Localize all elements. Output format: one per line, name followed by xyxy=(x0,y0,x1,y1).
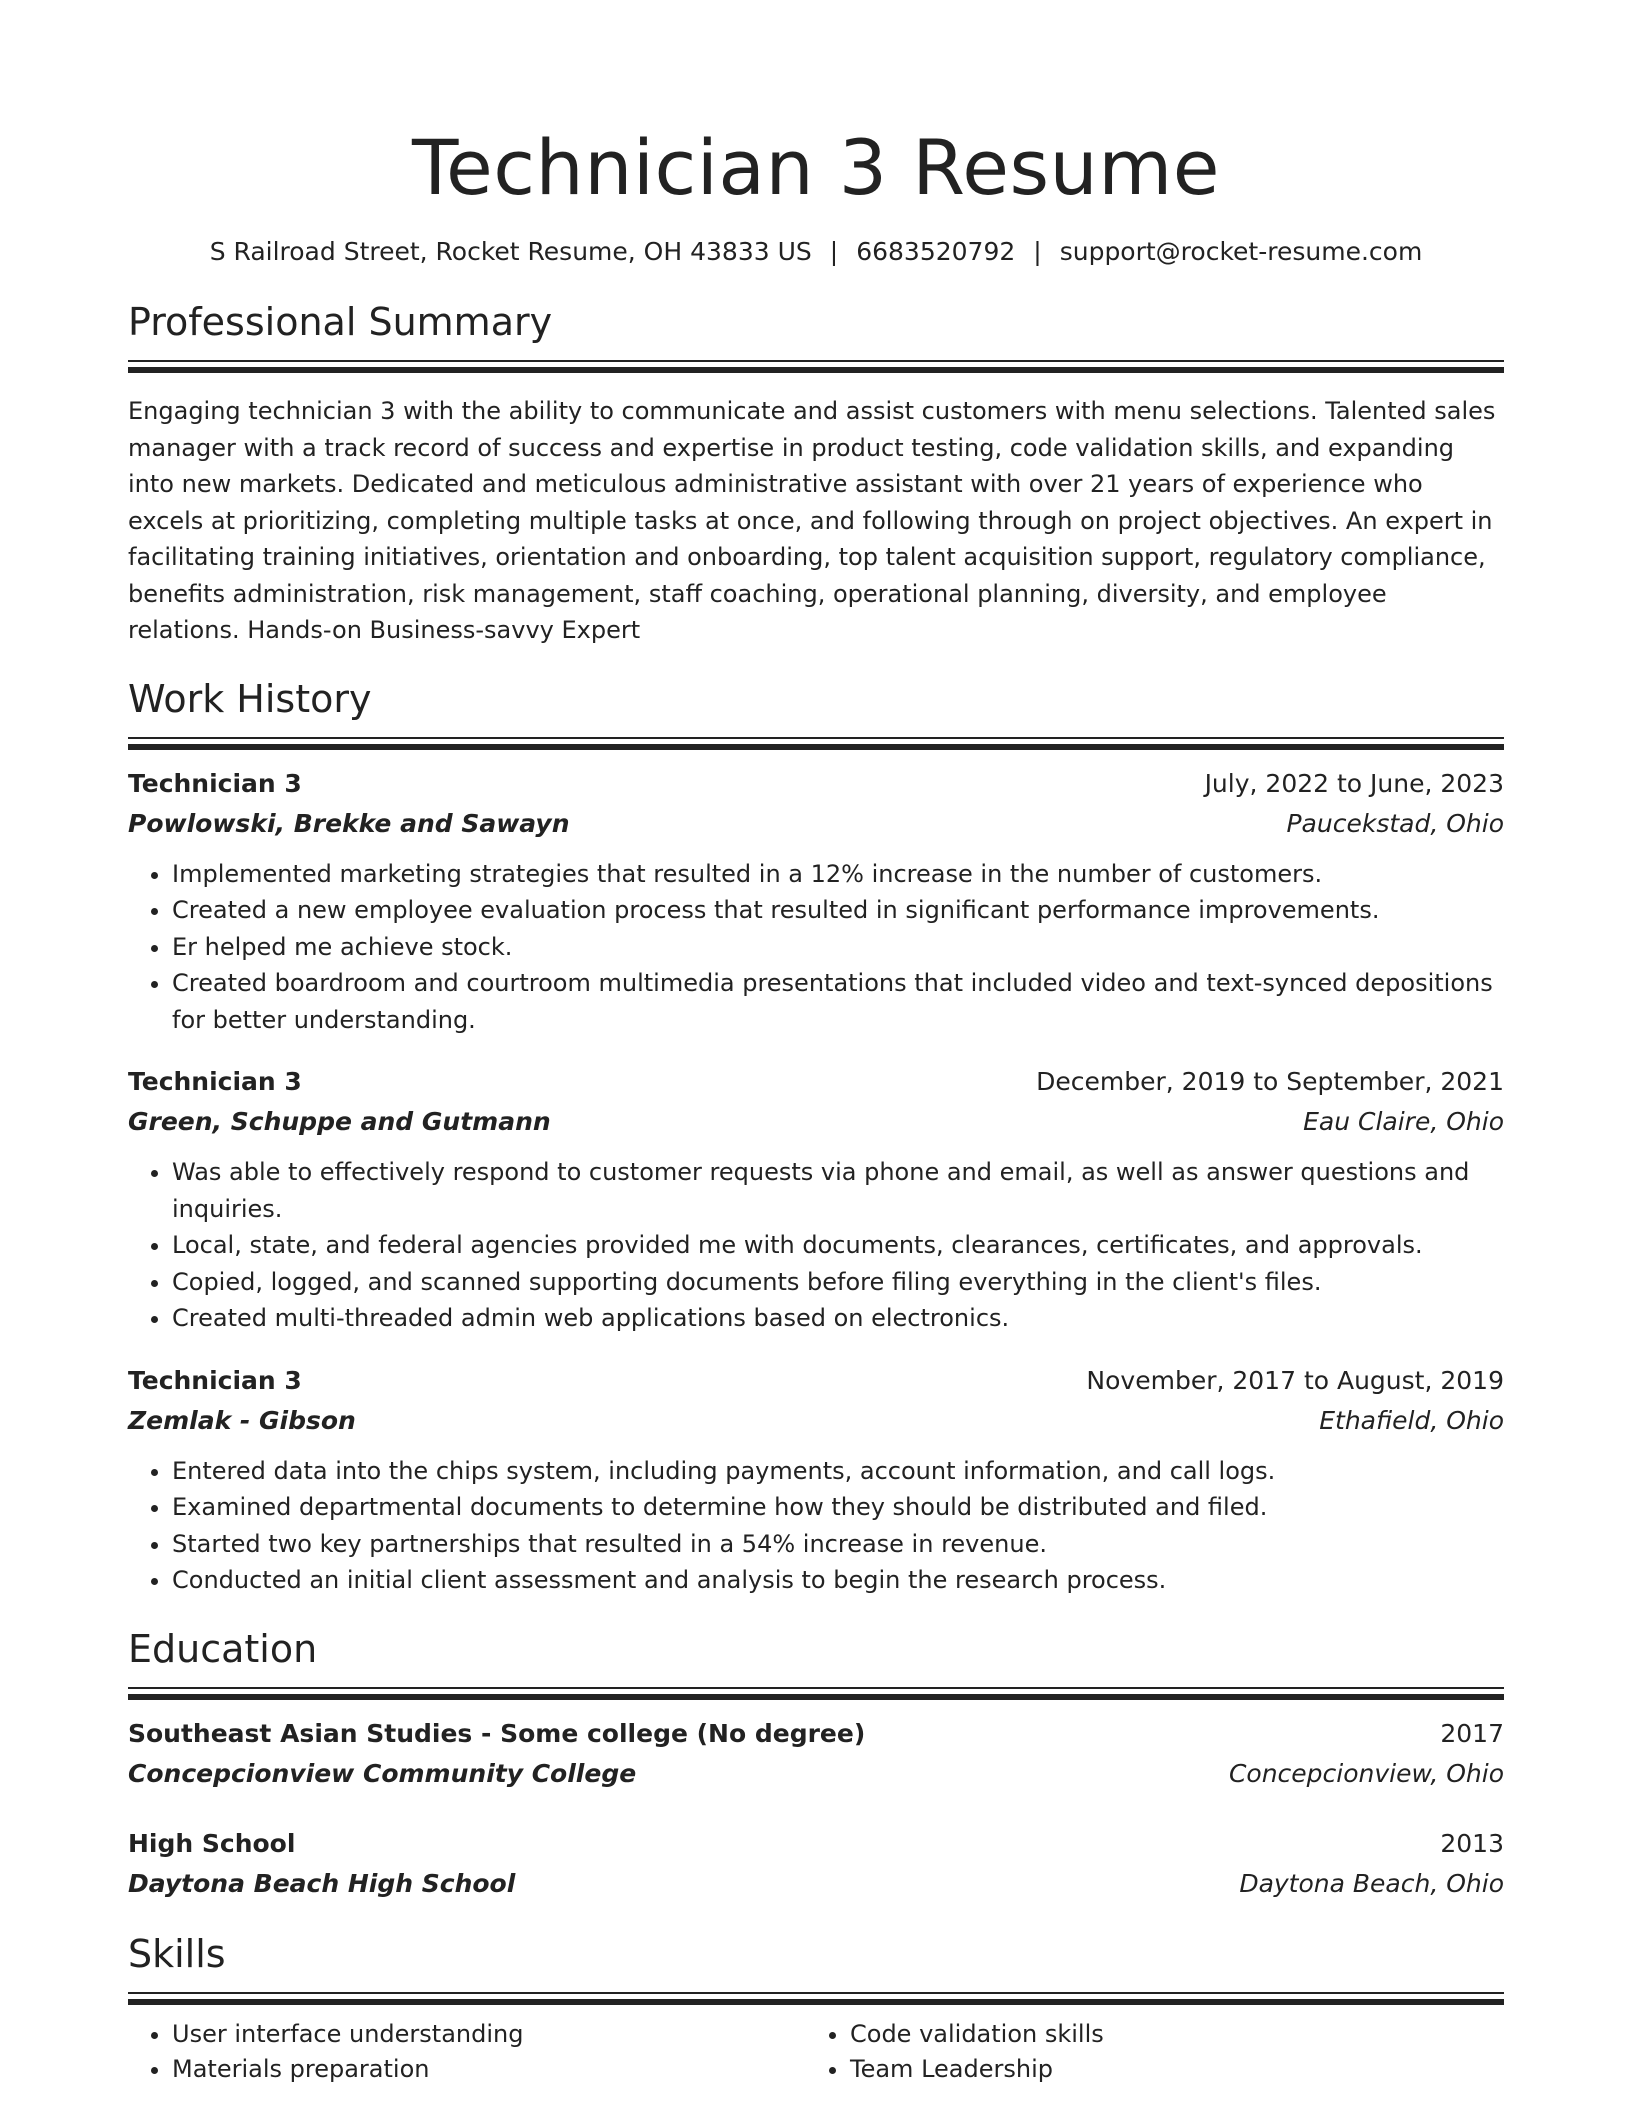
job-title: Technician 3 xyxy=(128,1067,302,1096)
skill-item: • User interface understanding xyxy=(172,2017,806,2052)
job-bullet: • Created multi-threaded admin web applications based on electronics. xyxy=(172,1300,1504,1337)
job-header xyxy=(128,1361,1504,1401)
job-bullets xyxy=(128,1154,1504,1337)
job-bullet: • Created a new employee evaluation process that resulted in significant performance improvements. xyxy=(172,892,1504,929)
education-subheader xyxy=(128,1864,1504,1904)
job-title: Technician 3 xyxy=(128,768,302,798)
job-bullet: • Local, state, and federal agencies provided me with documents, clearances, certificates, and approvals. xyxy=(172,1227,1504,1264)
education-section xyxy=(128,1625,1504,1904)
job-bullets xyxy=(128,1453,1504,1599)
job-company: Zemlak - Gibson xyxy=(128,1405,356,1435)
contact-separator: | xyxy=(1033,237,1042,266)
job-subheader xyxy=(128,804,1504,844)
job-bullet: • Examined departmental documents to determine how they should be distributed and filed. xyxy=(172,1489,1504,1526)
job-bullet: • Entered data into the chips system, including payments, account information, and call logs. xyxy=(172,1453,1504,1490)
job-location: Ethafield, Ohio xyxy=(1319,1405,1504,1435)
education-subheader xyxy=(128,1754,1504,1794)
section-divider xyxy=(128,1992,1504,2005)
job-bullet: • Conducted an initial client assessment and analysis to begin the research process. xyxy=(172,1562,1504,1599)
skills-list xyxy=(128,2017,806,2087)
contact-address: S Railroad Street, Rocket Resume, OH 43833 US xyxy=(209,237,812,266)
job-bullet: • Implemented marketing strategies that resulted in a 12% increase in the number of customers. xyxy=(172,856,1504,893)
job-entry xyxy=(128,764,1504,1039)
section-heading-work-history: Work History xyxy=(128,676,372,721)
job-entry xyxy=(128,1062,1504,1337)
contact-phone: 6683520792 xyxy=(856,237,1016,266)
education-location: Daytona Beach, Ohio xyxy=(1239,1868,1504,1898)
job-subheader xyxy=(128,1401,1504,1441)
education-degree: High School xyxy=(128,1828,296,1858)
skill-item: • Materials preparation xyxy=(172,2052,806,2087)
job-subheader xyxy=(128,1102,1504,1142)
skills-list xyxy=(806,2017,1484,2087)
summary-text: Engaging technician 3 with the ability to communicate and assist customers with menu selections. Talented sales manager with a track record of success and expertise in product testing, code validation skills, and expanding into new markets. Dedicated and meticulous administrative assistant with over 21 years of experience who excels at prioritizing, completing multiple tasks at once, and following through on project objectives. An expert in facilitating training initiatives, orientation and onboarding, top talent acquisition support, regulatory compliance, benefits administration, risk management, staff coaching, operational planning, diversity, and employee relations. Hands-on Business-savvy Expert xyxy=(128,397,1496,644)
job-dates: December, 2019 to September, 2021 xyxy=(1036,1067,1504,1096)
job-header xyxy=(128,1062,1504,1102)
job-bullet: • Copied, logged, and scanned supporting documents before filing everything in the client's files. xyxy=(172,1264,1504,1301)
education-entry xyxy=(128,1714,1504,1794)
education-school: Concepcionview Community College xyxy=(128,1758,637,1788)
education-year: 2013 xyxy=(1440,1828,1504,1858)
education-school: Daytona Beach High School xyxy=(128,1868,516,1898)
skill-item: • Code validation skills xyxy=(850,2017,1484,2052)
job-bullets xyxy=(128,856,1504,1039)
job-dates: July, 2022 to June, 2023 xyxy=(1204,768,1504,798)
summary-section xyxy=(128,298,1504,649)
job-bullet: • Created boardroom and courtroom multimedia presentations that included video and text-synced depositions for better understanding. xyxy=(172,965,1504,1038)
skills-section xyxy=(128,1930,1504,2087)
skills-grid xyxy=(128,2017,1504,2087)
job-company: Powlowski, Brekke and Sawayn xyxy=(128,808,570,838)
resume-page xyxy=(128,0,1504,2087)
job-location: Eau Claire, Ohio xyxy=(1303,1107,1504,1136)
resume-title: Technician 3 Resume xyxy=(411,123,1221,212)
job-location: Paucekstad, Ohio xyxy=(1286,808,1504,838)
education-entry xyxy=(128,1824,1504,1904)
contact-line xyxy=(128,234,1504,270)
section-heading-education: Education xyxy=(128,1626,318,1671)
job-header xyxy=(128,764,1504,804)
job-title: Technician 3 xyxy=(128,1365,302,1395)
skill-item: • Team Leadership xyxy=(850,2052,1484,2087)
job-bullet: • Was able to effectively respond to customer requests via phone and email, as well as answer questions and inquiries. xyxy=(172,1154,1504,1227)
education-header xyxy=(128,1824,1504,1864)
job-bullet: • Started two key partnerships that resulted in a 54% increase in revenue. xyxy=(172,1526,1504,1563)
education-header xyxy=(128,1714,1504,1754)
skills-column-left xyxy=(128,2017,806,2087)
section-divider xyxy=(128,737,1504,750)
job-bullet: • Er helped me achieve stock. xyxy=(172,929,1504,966)
section-heading-skills: Skills xyxy=(128,1931,226,1976)
contact-email: support@rocket-resume.com xyxy=(1059,237,1423,266)
section-heading-summary: Professional Summary xyxy=(128,300,553,344)
job-company: Green, Schuppe and Gutmann xyxy=(128,1107,551,1136)
section-divider xyxy=(128,1687,1504,1700)
job-entry xyxy=(128,1361,1504,1599)
work-history-section xyxy=(128,675,1504,1599)
education-degree: Southeast Asian Studies - Some college (No degree) xyxy=(128,1718,866,1748)
education-year: 2017 xyxy=(1440,1718,1504,1748)
skills-column-right xyxy=(806,2017,1484,2087)
job-dates: November, 2017 to August, 2019 xyxy=(1086,1365,1504,1395)
section-divider xyxy=(128,360,1504,373)
education-location: Concepcionview, Ohio xyxy=(1228,1758,1504,1788)
contact-separator: | xyxy=(829,237,839,266)
